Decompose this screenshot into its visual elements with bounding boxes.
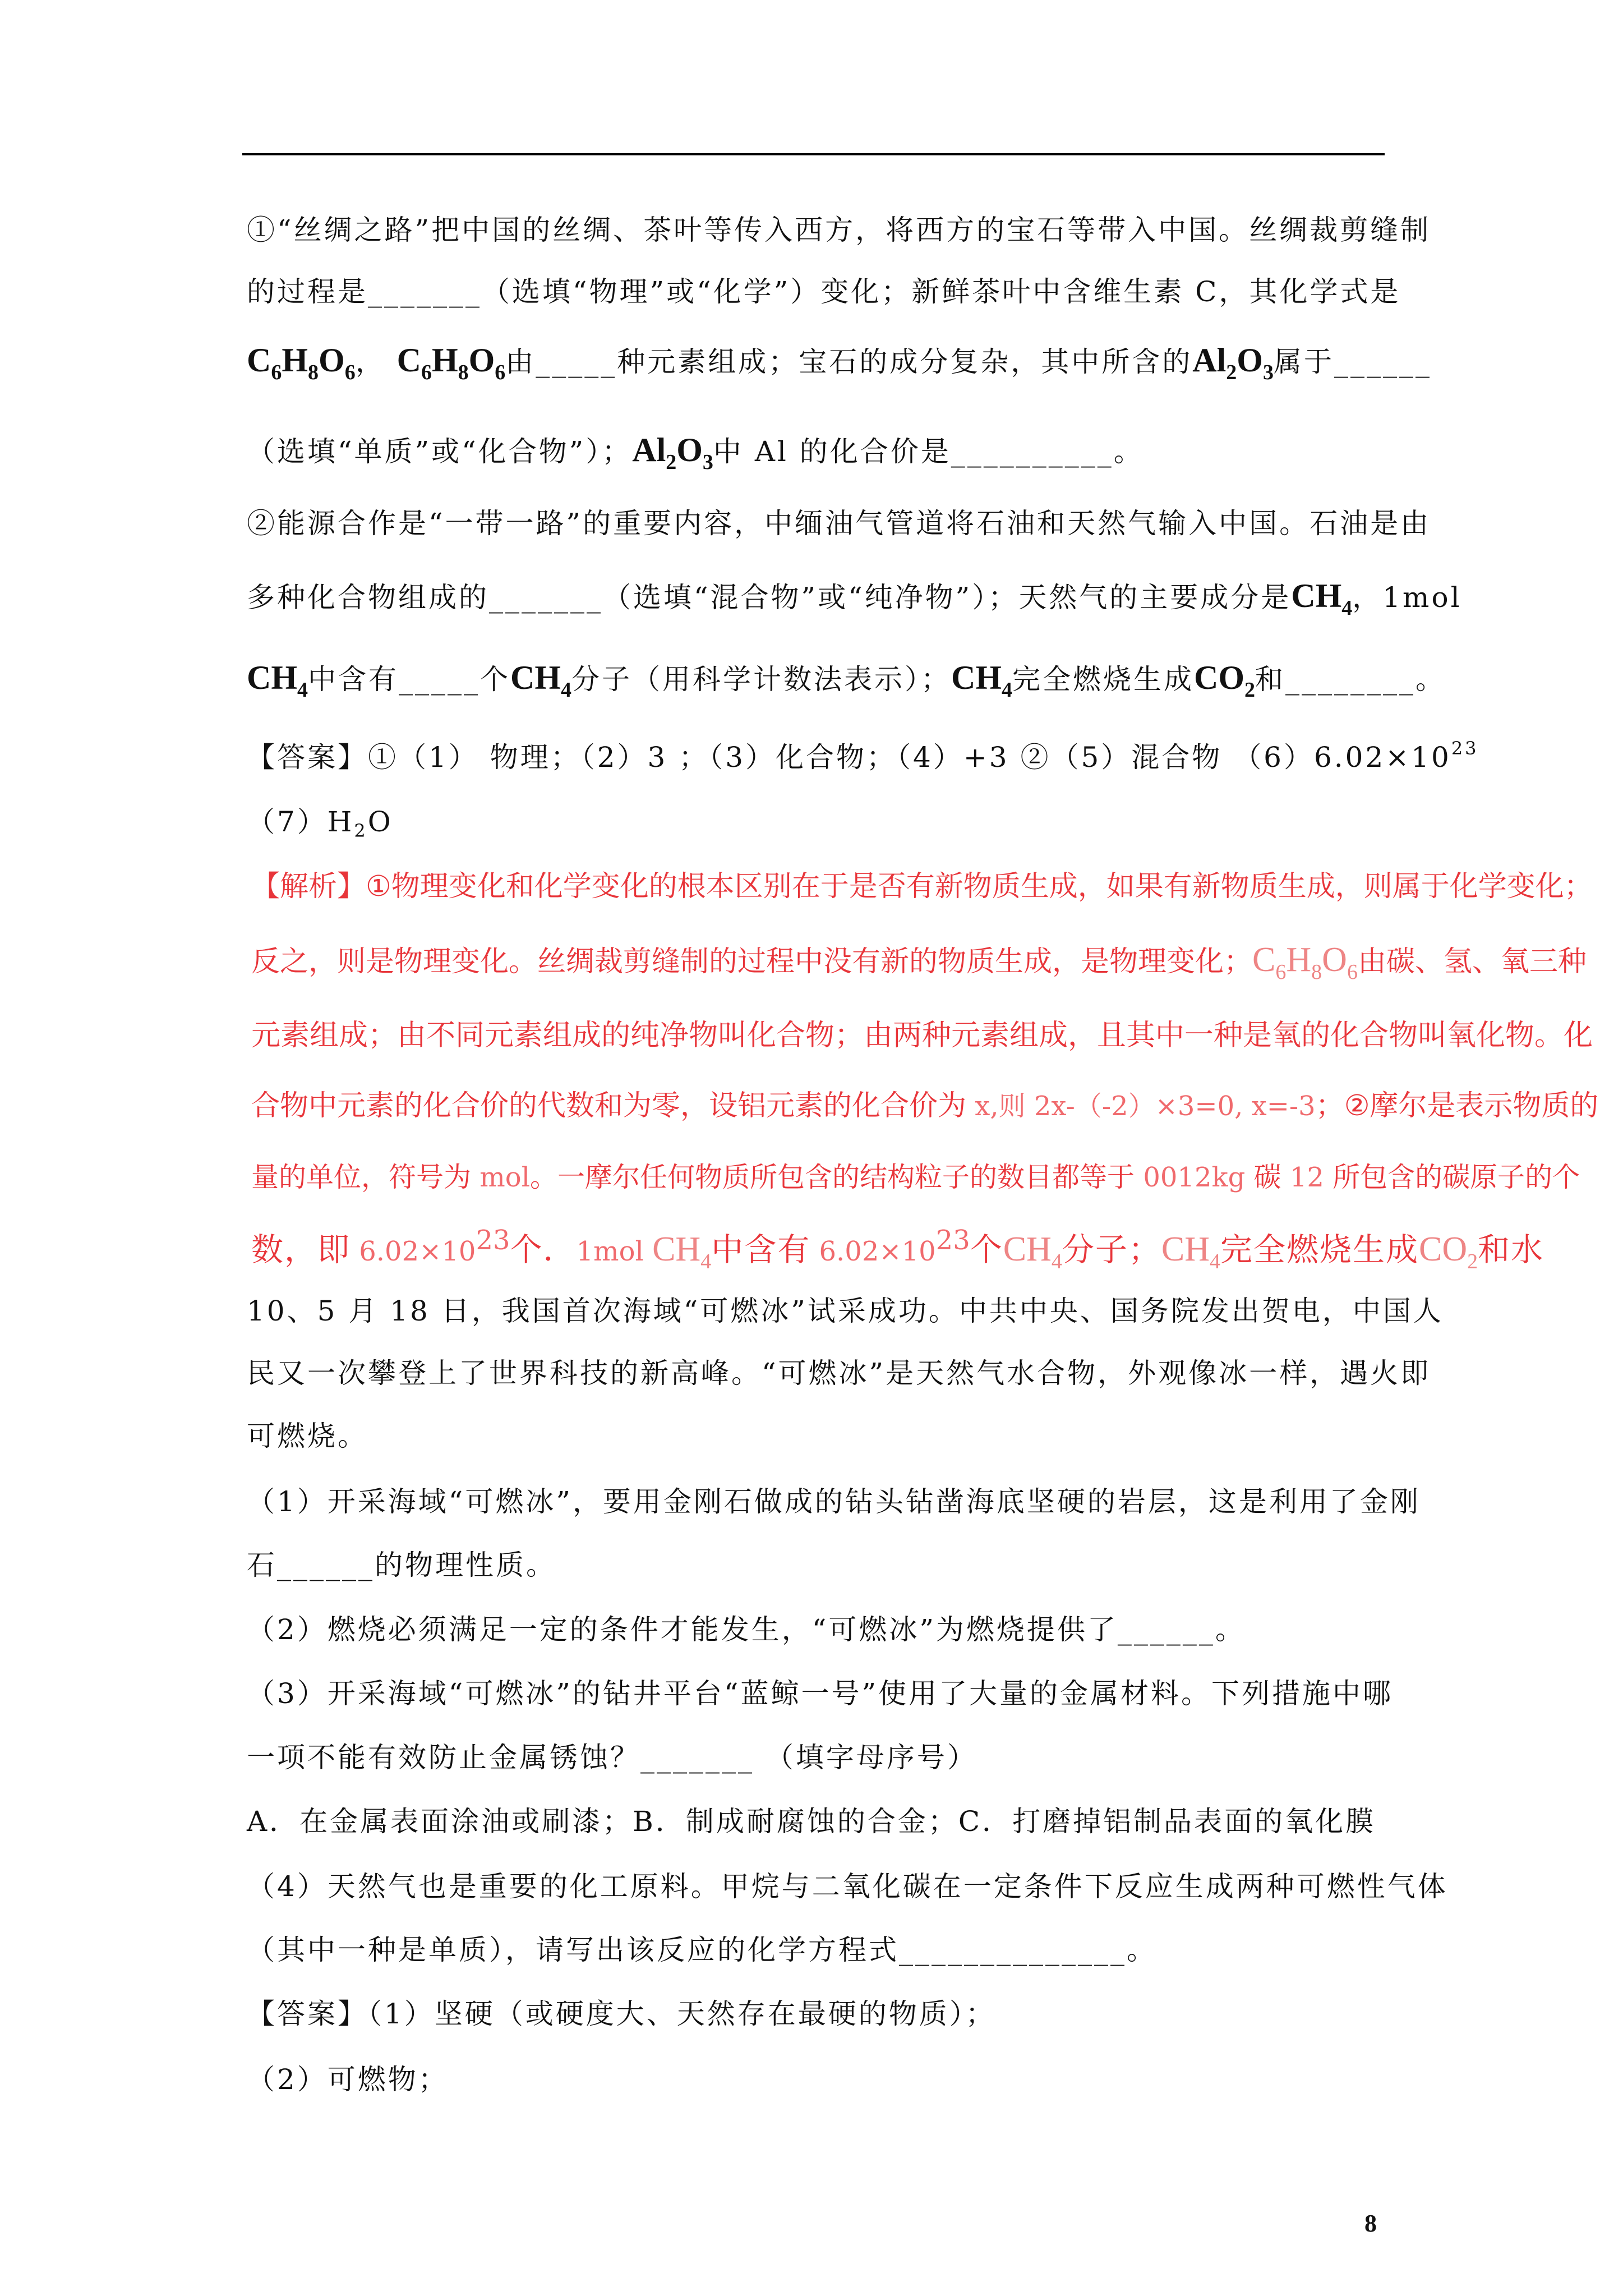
answer-line: （2）可燃物； — [247, 2063, 449, 2096]
formula-vitamin-c: $C_6H_8O_6$ — [396, 342, 506, 384]
analysis-line: 数，即 $6.02\times 10^{23}$个．1mol $CH_4$中含有 $6.02\times 10^{23}$个$CH_4$分子；$CH_4$完全燃烧生成$CO_2$和水 — [251, 1225, 1544, 1273]
question-10-line: （2）燃烧必须满足一定的条件才能发生，“可燃冰”为燃烧提供了______。 — [247, 1613, 1246, 1646]
question-line: $C_6H_8O_6$， $C_6H_8O_6$由_____种元素组成；宝石的成分复杂，其中所含的$Al_2O_3$属于______ — [247, 342, 1432, 384]
question-line: 多种化合物组成的_______（选填“混合物”或“纯净物”）；天然气的主要成分是$CH_4$，1mol — [247, 577, 1462, 620]
question-10-line: 一项不能有效防止金属锈蚀？_______ （填字母序号） — [247, 1741, 978, 1774]
question-line: （选填“单质”或“化合物”）；$Al_2O_3$中 Al 的化合价是__________。 — [247, 431, 1144, 474]
formula-al2o3: $Al_2O_3$ — [1192, 342, 1274, 384]
question-line: $CH_4$中含有_____个$CH_4$分子（用科学计数法表示）；$CH_4$完全燃烧生成$CO_2$和________。 — [247, 659, 1446, 702]
question-10-line: 可燃烧。 — [247, 1420, 368, 1452]
formula-vitamin-c: $C_6H_8O_6$ — [1252, 941, 1358, 984]
formula-ch4: $CH_4$ — [510, 659, 571, 702]
question-10-line: （3）开采海域“可燃冰”的钻井平台“蓝鲸一号”使用了大量的金属材料。下列措施中哪 — [247, 1677, 1394, 1710]
question-line: 的过程是_______（选填“物理”或“化学”）变化；新鲜茶叶中含维生素 C，其化学式是 — [247, 275, 1401, 308]
question-10-line: （1）开采海域“可燃冰”，要用金刚石做成的钻头钻凿海底坚硬的岩层，这是利用了金刚 — [247, 1485, 1421, 1518]
formula-ch4: $CH_4$ — [652, 1230, 712, 1273]
analysis-line: 反之，则是物理变化。丝绸裁剪缝制的过程中没有新的物质生成，是物理变化；$C_6H_8O_6$由碳、氢、氧三种 — [251, 941, 1587, 984]
analysis-line: 元素组成；由不同元素组成的纯净物叫化合物；由两种元素组成，且其中一种是氧的化合物叫氧化物。化 — [251, 1019, 1593, 1052]
header-rule — [242, 153, 1385, 155]
formula-ch4: $CH_4$ — [1003, 1230, 1062, 1273]
formula-vitamin-c: $C_6H_8O_6$ — [247, 342, 356, 384]
analysis-line: 合物中元素的化合价的代数和为零，设铝元素的化合价为 x,则 2x-（-2）×3=0, x=-3；②摩尔是表示物质的 — [251, 1089, 1599, 1122]
question-10-line: 民又一次攀登上了世界科技的新高峰。“可燃冰”是天然气水合物，外观像冰一样，遇火即 — [247, 1357, 1431, 1389]
formula-ch4: $CH_4$ — [1291, 577, 1353, 620]
question-10-line: （其中一种是单质），请写出该反应的化学方程式______________。 — [247, 1934, 1157, 1966]
formula-ch4: $CH_4$ — [951, 659, 1012, 702]
formula-ch4: $CH_4$ — [1161, 1230, 1221, 1273]
page-number: 8 — [1364, 2210, 1377, 2237]
formula-al2o3: $Al_2O_3$ — [632, 431, 713, 474]
question-line: ①“丝绸之路”把中国的丝绸、茶叶等传入西方，将西方的宝石等带入中国。丝绸裁剪缝制 — [247, 214, 1431, 246]
formula-co2: $CO_2$ — [1194, 659, 1255, 702]
question-10-line: 10、5 月 18 日，我国首次海域“可燃冰”试采成功。中共中央、国务院发出贺电，中国人 — [247, 1295, 1444, 1327]
question-10-line: A．在金属表面涂油或刷漆；B．制成耐腐蚀的合金；C．打磨掉铝制品表面的氧化膜 — [247, 1805, 1376, 1838]
formula-ch4: $CH_4$ — [247, 659, 308, 702]
analysis-line: 量的单位，符号为 mol。一摩尔任何物质所包含的结构粒子的数目都等于 0012kg 碳 12 所包含的碳原子的个 — [251, 1161, 1580, 1193]
analysis-line: 【解析】①物理变化和化学变化的根本区别在于是否有新物质生成，如果有新物质生成，则属于化学变化； — [251, 870, 1593, 903]
question-10-line: （4）天然气也是重要的化工原料。甲烷与二氧化碳在一定条件下反应生成两种可燃性气体 — [247, 1870, 1448, 1903]
question-10-line: 石______的物理性质。 — [247, 1549, 556, 1581]
question-line: ②能源合作是“一带一路”的重要内容，中缅油气管道将石油和天然气输入中国。石油是由 — [247, 507, 1431, 540]
answer-line: 【答案】（1）坚硬（或硬度大、天然存在最硬的物质）； — [247, 1998, 996, 2030]
formula-co2: $CO_2$ — [1419, 1230, 1478, 1273]
answer-line: 【答案】①（1） 物理；（2）3 ；（3）化合物；（4）+3 ②（5）混合物 $(6)6.02\times 10^{23}$ — [247, 738, 1479, 774]
answer-line: $(7)H_2O$ — [247, 806, 393, 841]
